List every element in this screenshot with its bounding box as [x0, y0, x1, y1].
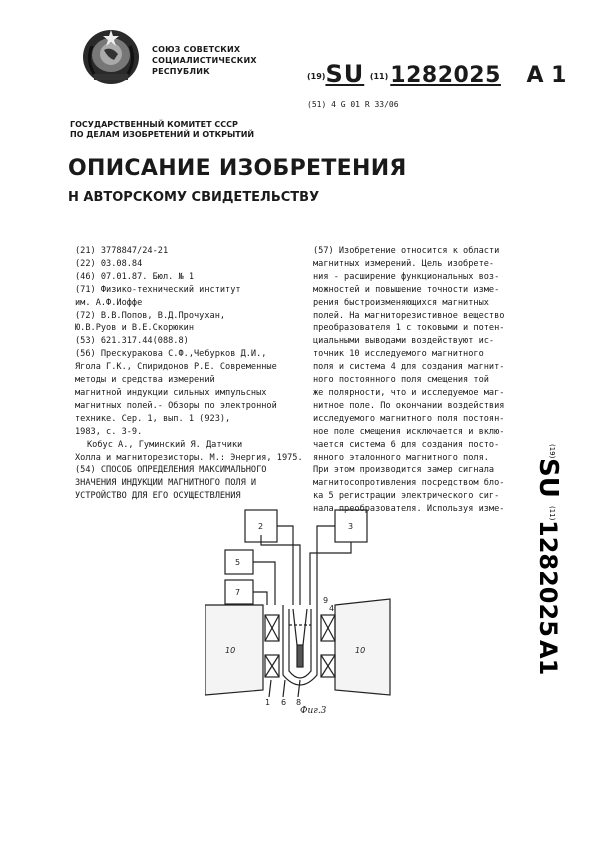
label-part-1: 1	[265, 698, 271, 707]
abstract	[313, 245, 525, 516]
document-number: 1282025	[390, 63, 501, 88]
abstract-line: нитное поле. По окончании воздействия	[313, 400, 505, 411]
biblio-line: (21) 3778847/24-21	[75, 246, 169, 256]
label-magnet-right: 10	[355, 646, 366, 655]
org-line: СОЦИАЛИСТИЧЕСКИХ	[152, 56, 257, 65]
abstract-line: нала преобразователя. Используя изме-	[313, 504, 505, 515]
biblio-line: (56) Прескуракова С.Ф.,Чебурков Д.И.,	[75, 349, 267, 360]
country-code-tag: (19)	[307, 72, 326, 81]
label-block-3: 3	[348, 522, 354, 531]
patent-number	[307, 60, 567, 88]
abstract-line: полей. На магниторезистивное вещество	[313, 310, 505, 321]
side-number-tag: (11)	[548, 506, 556, 521]
biblio-line: Кобус А., Гуминский Я. Датчики	[87, 439, 243, 450]
abstract-line: ка 5 регистрации электрического сиг-	[313, 491, 500, 502]
side-kind: A1	[534, 640, 562, 676]
abstract-line: чается система 6 для создания посто-	[313, 439, 500, 450]
abstract-line: исследуемого магнитного поля постоян-	[313, 413, 505, 424]
biblio-line: (22) 03.08.84	[75, 258, 143, 269]
abstract-line: ного постоянного поля смещения той	[313, 375, 489, 386]
biblio-line: 1983, с. 3-9.	[75, 426, 143, 437]
abstract-line: рения быстроизменяющихся магнитных	[313, 297, 489, 308]
biblio-line: магнитных полей.- Обзоры по электронной технике. Сер. 1, вып. 1 (923),	[75, 400, 277, 424]
side-country-tag: (19)	[548, 444, 556, 459]
biblio-line: (46) 07.01.87. Бюл. № 1	[75, 271, 194, 282]
org-line: СОЮЗ СОВЕТСКИХ	[152, 45, 241, 54]
sensor	[297, 645, 303, 667]
committee-name	[70, 120, 254, 140]
page-subtitle: Н АВТОРСКОМУ СВИДЕТЕЛЬСТВУ	[68, 190, 320, 205]
label-part-9: 9	[323, 596, 329, 605]
abstract-line: янного эталонного магнитного поля.	[313, 452, 489, 463]
kind-code: A 1	[526, 63, 567, 88]
label-part-4: 4	[329, 604, 335, 613]
page-title: ОПИСАНИЕ ИЗОБРЕТЕНИЯ	[68, 156, 407, 181]
side-country: SU	[533, 458, 563, 498]
abstract-line: ное поле смещения исключается и вклю-	[313, 426, 505, 437]
label-block-2: 2	[258, 522, 264, 531]
biblio-line: Ю.В.Руов и В.Е.Скорюкин	[75, 323, 194, 334]
abstract-line: преобразователя 1 с токовыми и потен-	[313, 323, 505, 334]
abstract-line: же полярности, что и исследуемое маг-	[313, 387, 505, 398]
biblio-line: (72) В.В.Попов, В.Д.Прочухан,	[75, 310, 226, 321]
abstract-line: При этом производится замер сигнала	[313, 465, 495, 476]
label-block-5: 5	[235, 558, 241, 567]
biblio-line: им. А.Ф.Иоффе	[75, 297, 143, 308]
abstract-line: магнитосопротивления посредством бло-	[313, 478, 505, 489]
ipc-code: G 01 R 33/06	[340, 100, 399, 109]
ipc-classification	[307, 100, 399, 109]
biblio-line: (53) 621.317.44(088.8)	[75, 336, 189, 347]
biblio-line: (71) Физико-технический институт	[75, 284, 241, 295]
abstract-line: (57) Изобретение относится к области	[313, 246, 500, 256]
country-code: SU	[325, 60, 365, 88]
ipc-tag: (51) 4	[307, 100, 336, 109]
biblio-line: Холла и магниторезисторы. М.: Энергия, 1975.	[75, 452, 303, 463]
committee-line: ПО ДЕЛАМ ИЗОБРЕТЕНИЙ И ОТКРЫТИЙ	[70, 130, 255, 139]
label-part-8: 8	[296, 698, 302, 707]
figure-caption: Фиг.3	[300, 706, 327, 716]
committee-line: ГОСУДАРСТВЕННЫЙ КОМИТЕТ СССР	[70, 120, 238, 129]
biblio-line: ЗНАЧЕНИЯ ИНДУКЦИИ МАГНИТНОГО ПОЛЯ И	[75, 478, 257, 489]
biblio-line: магнитной индукции сильных импульсных	[75, 387, 267, 398]
abstract-line: можностей и повышение точности изме-	[313, 284, 500, 295]
org-line: РЕСПУБЛИК	[152, 67, 210, 76]
figure-diagram	[205, 505, 585, 725]
abstract-line: ния - расширение функциональных воз-	[313, 271, 500, 282]
label-magnet-left: 10	[225, 646, 236, 655]
side-number: 1282025	[534, 520, 562, 637]
biblio-line: (54) СПОСОБ ОПРЕДЕЛЕНИЯ МАКСИМАЛЬНОГО	[75, 465, 267, 476]
number-tag: (11)	[369, 72, 389, 81]
abstract-line: поля и система 4 для создания магнит-	[313, 362, 505, 373]
label-block-7: 7	[235, 588, 241, 597]
abstract-line: магнитных измерений. Цель изобрете-	[313, 258, 495, 269]
abstract-line: точник 10 исследуемого магнитного	[313, 349, 484, 360]
country-name	[152, 44, 257, 77]
label-part-6: 6	[281, 698, 287, 707]
abstract-line: циальными выводами воздействуют ис-	[313, 336, 495, 347]
biblio-line: Ягола Г.К., Спиридонов Р.Е. Современные методы и средства измерений	[75, 362, 277, 386]
ussr-emblem	[80, 28, 142, 86]
bibliographic-data	[75, 245, 303, 503]
biblio-line: УСТРОЙСТВО ДЛЯ ЕГО ОСУЩЕСТВЛЕНИЯ	[75, 491, 241, 502]
